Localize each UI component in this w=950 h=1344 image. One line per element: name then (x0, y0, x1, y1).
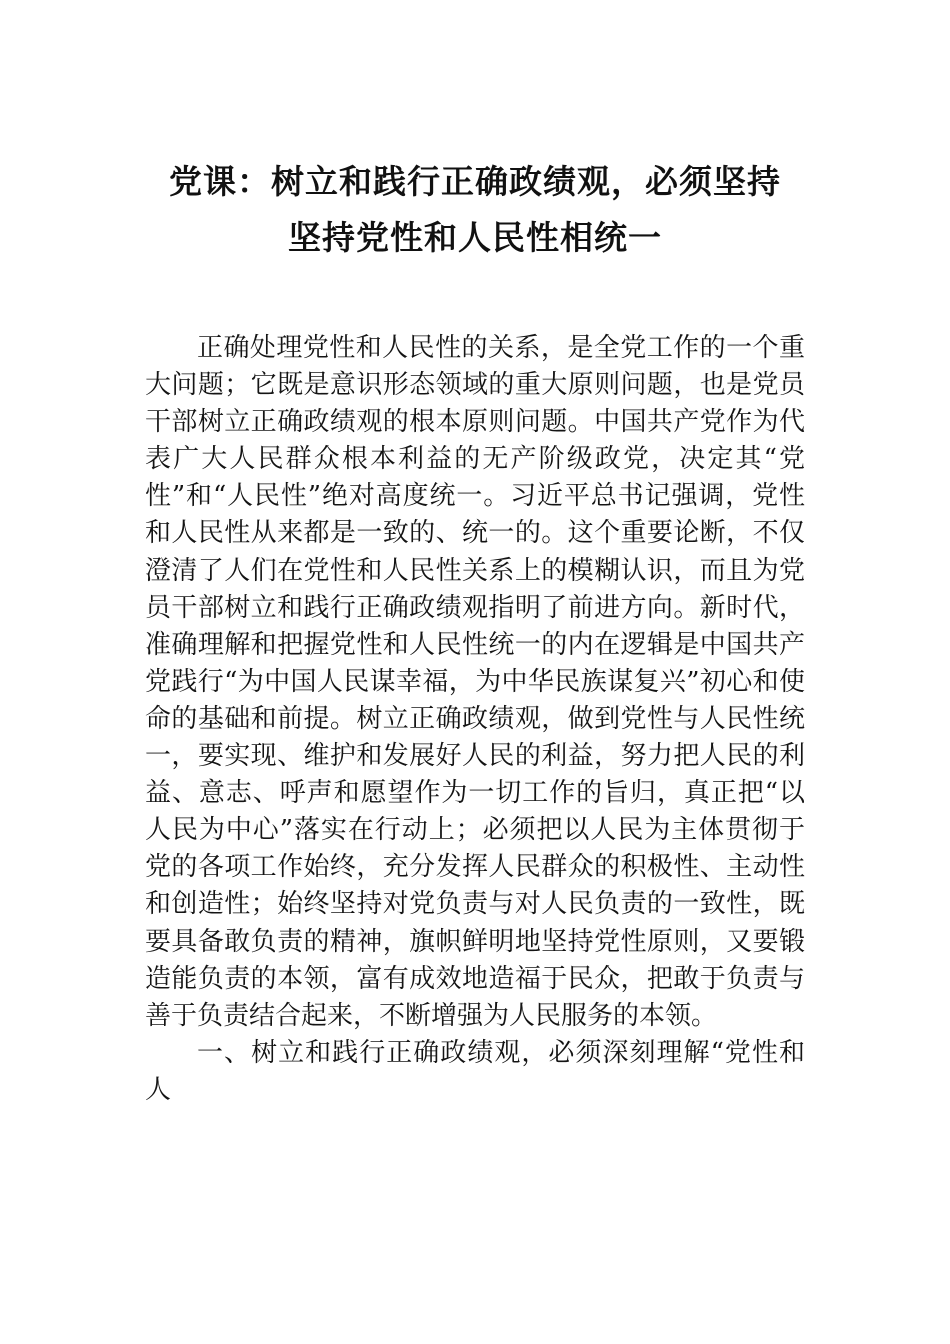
section-one-heading-paragraph: 一、树立和践行正确政绩观，必须深刻理解“党性和人 (145, 1037, 805, 1105)
intro-paragraph: 正确处理党性和人民性的关系，是全党工作的一个重大问题；它既是意识形态领域的重大原则问题，也是党员干部树立正确政绩观的根本原则问题。中国共产党作为代表广大人民群众根本利益的无产阶级政党，决定其“党性”和“人民性”绝对高度统一。习近平总书记强调，党性和人民性从来都是一致的、统一的。这个重要论断，不仅澄清了人们在党性和人民性关系上的模糊认识，而且为党员干部树立和践行正确政绩观指明了前进方向。新时代，准确理解和把握党性和人民性统一的内在逻辑是中国共产党践行“为中国人民谋幸福，为中华民族谋复兴”初心和使命的基础和前提。树立正确政绩观，做到党性与人民性统一，要实现、维护和发展好人民的利益，努力把人民的利益、意志、呼声和愿望作为一切工作的旨归，真正把“以人民为中心”落实在行动上；必须把以人民为主体贯彻于党的各项工作始终，充分发挥人民群众的积极性、主动性和创造性；始终坚持对党负责与对人民负责的一致性，既要具备敢负责的精神，旗帜鲜明地坚持党性原则，又要锻造能负责的本领，富有成效地造福于民众，把敢于负责与善于负责结合起来，不断增强为人民服务的本领。 (145, 333, 805, 1031)
document-title-line-2: 坚持党性和人民性相统一 (288, 218, 662, 257)
document-title-line-1: 党课：树立和践行正确政绩观，必须坚持 (169, 162, 781, 201)
document-body (145, 330, 805, 1109)
